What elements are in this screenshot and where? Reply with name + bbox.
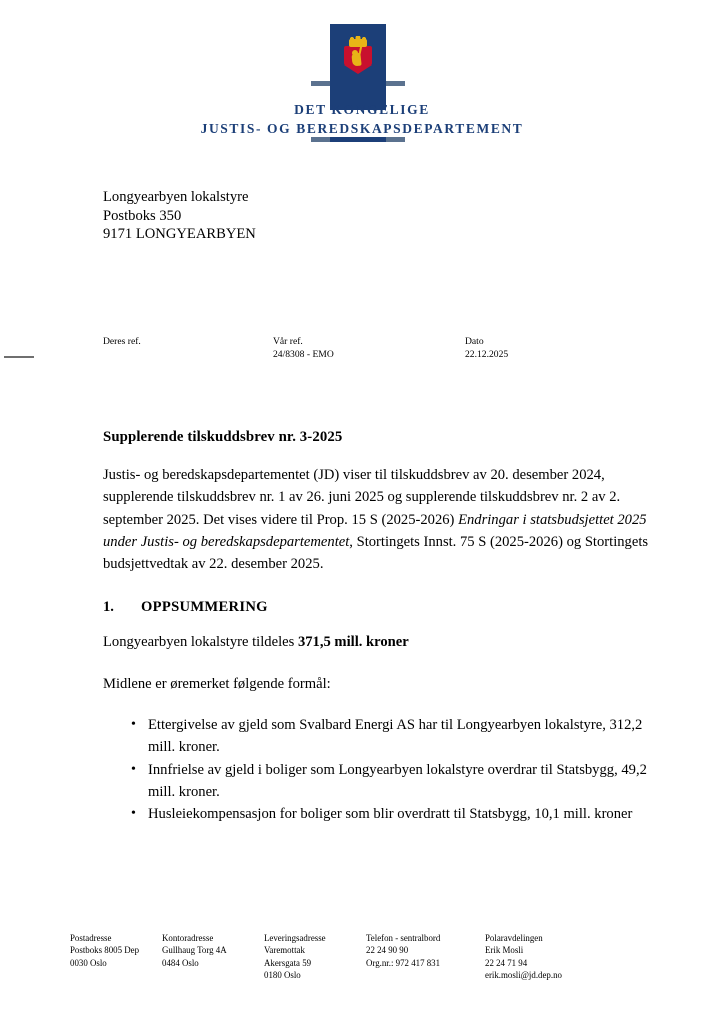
recipient-line-2: Postboks 350 [103,207,182,224]
footer-line: 22 24 71 94 [485,957,528,968]
footer-line: 0180 Oslo [264,970,301,981]
list-item: • Ettergivelse av gjeld som Svalbard Energi AS har til Longyearbyen lokalstyre, 312,2 mill. kroner. [103,714,661,759]
letterhead-rule-top-center [330,81,386,86]
footer-column-kontoradresse [162,932,227,969]
var-ref-column [273,335,334,361]
section-number: 1. [103,599,114,616]
footer-column-leveringsadresse [264,932,326,982]
intro-text-italic: Endringar i statsbudsjettet 2025 under Justis- og beredskapsdepartementet [103,511,647,550]
allocation-paragraph [103,631,661,653]
footer-line: 0484 Oslo [162,957,199,968]
footer-line: 0030 Oslo [70,957,107,968]
var-ref-value: 24/8308 - EMO [273,349,334,361]
footer-heading: Leveringsadresse [264,933,326,943]
footer-line: Erik Mosli [485,945,524,956]
footer-heading: Kontoradresse [162,933,214,943]
footer-heading: Telefon - sentralbord [366,933,441,943]
intro-text-part-1: Justis- og beredskapsdepartementet (JD) viser til tilskuddsbrev av 20. desember 2024, supplerende tilskuddsbrev nr. 1 av 26. juni 2025 og supplerende tilskuddsbrev nr. 2 av 2. september 2025. Det vises videre til Prop. 15 S (2025-2026) [103,467,621,528]
dato-label: Dato [465,336,484,347]
purpose-bullet-list [103,714,661,825]
footer-column-postadresse [70,932,139,969]
allocation-amount: 371,5 mill. kroner [297,634,409,651]
letterhead [0,24,724,134]
footer-column-polaravdelingen [485,932,562,982]
deres-ref-column [103,335,141,348]
footer-heading: Postadresse [70,933,112,943]
document-body [103,428,661,826]
norwegian-coat-of-arms-icon [344,38,372,74]
recipient-line-3: 9171 LONGYEARBYEN [103,226,256,243]
allocation-prefix: Longyearbyen lokalstyre tildeles [103,634,298,651]
dato-column [465,335,508,361]
letterhead-rule-bottom-center [330,137,386,142]
footer-line: Gullhaug Torg 4A [162,945,227,956]
list-item: • Innfrielse av gjeld i boliger som Longyearbyen lokalstyre overdrar til Statsbygg, 49,2 mill. kroner. [103,759,661,804]
intro-paragraph [103,464,661,575]
page-title: Supplerende tilskuddsbrev nr. 3-2025 [103,429,343,445]
footer-line: Org.nr.: 972 417 831 [366,957,441,968]
footer-heading: Polaravdelingen [485,933,543,943]
recipient-line-1: Longyearbyen lokalstyre [103,189,249,205]
footer-line: 22 24 90 90 [366,945,409,956]
letterhead-line-2: JUSTIS- OG BEREDSKAPSDEPARTEMENT [200,121,524,136]
footer-line: Akersgata 59 [264,957,312,968]
footer-column-telefon [366,932,440,969]
deres-ref-label: Deres ref. [103,336,141,347]
purpose-intro-paragraph: Midlene er øremerket følgende formål: [103,675,331,692]
margin-tick-mark [4,356,34,358]
footer-line: Varemottak [264,945,305,956]
footer-line: Postboks 8005 Dep [70,945,140,956]
recipient-address [103,188,256,244]
var-ref-label: Vår ref. [273,336,303,347]
section-title: OPPSUMMERING [141,599,268,616]
footer-email: erik.mosli@jd.dep.no [485,970,562,981]
dato-value: 22.12.2025 [465,349,509,361]
intro-text-part-2: , Stortingets Innst. 75 S (2025-2026) og Stortingets budsjettvedtak av 22. desember 2025. [103,533,649,573]
list-item: • Husleiekompensasjon for boliger som blir overdratt til Statsbygg, 10,1 mill. kroner [103,803,661,825]
letterhead-line-1: DET KONGELIGE [294,102,430,117]
section-heading-1 [103,597,661,617]
